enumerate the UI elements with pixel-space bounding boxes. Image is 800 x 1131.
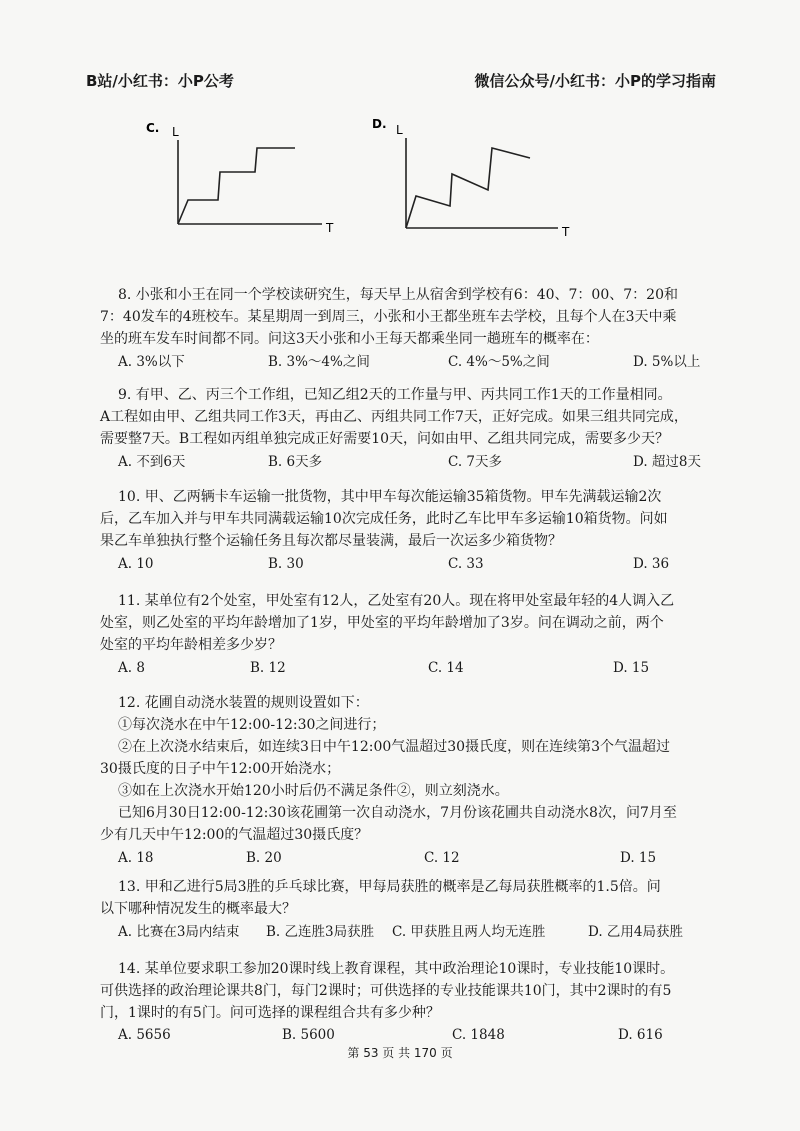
question-stem-line: A工程如由甲、乙组共同工作3天，再由乙、丙组共同工作7天，正好完成。如果三组共同完成， [100, 409, 688, 425]
question-8 [100, 284, 718, 373]
options-row [118, 657, 718, 679]
option-d[interactable]: D. 616 [618, 1027, 663, 1043]
option-a[interactable]: A. 5656 [118, 1027, 171, 1043]
question-stem-line: ②在上次浇水结束后，如连续3日中午12:00气温超过30摄氏度，则在连续第3个气温超过 [118, 739, 670, 755]
option-b[interactable]: B. 12 [250, 660, 286, 676]
question-10 [100, 486, 718, 575]
options-row [118, 921, 718, 943]
option-a[interactable]: A. 比赛在3局内结束 [118, 924, 240, 940]
options-row [118, 351, 718, 373]
graph-c-x-axis-label: T [326, 221, 334, 235]
question-stem-line: 果乙车单独执行整个运输任务且每次都尽量装满，最后一次运多少箱货物？ [100, 533, 562, 549]
graph-d-curve [406, 148, 530, 228]
graph-d-label: D. [372, 117, 387, 131]
graph-option-c [140, 112, 340, 242]
page-number-footer: 第 53 页 共 170 页 [347, 1046, 453, 1060]
question-stem-line: 少有几天中午12:00的气温超过30摄氏度？ [100, 827, 369, 843]
option-b[interactable]: B. 20 [246, 850, 282, 866]
question-stem-line: 坐的班车发车时间都不同。问这3天小张和小王每天都乘坐同一趟班车的概率在： [100, 331, 599, 347]
option-c[interactable]: C. 14 [428, 660, 464, 676]
question-stem-line: ③如在上次浇水开始120小时后仍不满足条件②，则立刻浇水。 [118, 783, 509, 799]
question-stem-line: 后，乙车加入并与甲车共同满载运输10次完成任务，此时乙车比甲车多运输10箱货物。问如 [100, 511, 668, 527]
option-a[interactable]: A. 8 [118, 660, 145, 676]
option-a[interactable]: A. 不到6天 [118, 454, 186, 470]
question-stem-line: 14. 某单位要求职工参加20课时线上教育课程，其中政治理论10课时，专业技能10课时。 [118, 961, 675, 977]
option-a[interactable]: A. 3%以下 [118, 354, 185, 370]
question-stem-line: 8. 小张和小王在同一个学校读研究生，每天早上从宿舍到学校有6：40、7：00、7：20和 [118, 287, 678, 303]
question-stem-line: 处室，则乙处室的平均年龄增加了1岁，甲处室的平均年龄增加了3岁。问在调动之前，两个 [100, 615, 664, 631]
question-12 [100, 692, 718, 869]
question-stem-line: 9. 有甲、乙、丙三个工作组，已知乙组2天的工作量与甲、丙共同工作1天的工作量相同。 [118, 387, 672, 403]
option-d[interactable]: D. 乙用4局获胜 [588, 924, 684, 940]
question-stem-line: 30摄氏度的日子中午12:00开始浇水； [100, 761, 341, 777]
option-a[interactable]: A. 10 [118, 556, 154, 572]
graph-c-label: C. [146, 121, 160, 135]
option-c[interactable]: C. 1848 [452, 1027, 505, 1043]
options-row [118, 847, 718, 869]
question-13 [100, 876, 718, 943]
option-d[interactable]: D. 15 [620, 850, 657, 866]
option-d[interactable]: D. 5%以上 [633, 354, 701, 370]
option-b[interactable]: B. 6天多 [268, 454, 323, 470]
question-11 [100, 590, 718, 679]
graph-d-y-axis-label: L [396, 123, 403, 137]
header-left: B站/小红书：小P公考 [86, 72, 234, 90]
option-c[interactable]: C. 33 [448, 556, 484, 572]
question-stem-line: 10. 甲、乙两辆卡车运输一批货物，其中甲车每次能运输35箱货物。甲车先满载运输2次 [118, 489, 662, 505]
option-c[interactable]: C. 7天多 [448, 454, 503, 470]
option-a[interactable]: A. 18 [118, 850, 154, 866]
question-stem-line: 12. 花圃自动浇水装置的规则设置如下： [118, 695, 369, 711]
graph-option-d [366, 112, 576, 242]
option-b[interactable]: B. 3%～4%之间 [268, 354, 370, 370]
header-right: 微信公众号/小红书：小P的学习指南 [474, 72, 716, 90]
option-c[interactable]: C. 12 [424, 850, 460, 866]
question-14 [100, 958, 718, 1046]
question-stem-line: 7：40发车的4班校车。某星期周一到周三，小张和小王都坐班车去学校，且每个人在3天中乘 [100, 309, 677, 325]
question-stem-line: 13. 甲和乙进行5局3胜的乒乓球比赛，甲每局获胜的概率是乙每局获胜概率的1.5倍。问 [118, 879, 661, 895]
question-9 [100, 384, 718, 473]
graph-d-x-axis-label: T [562, 225, 570, 239]
graph-c-curve [178, 148, 295, 224]
option-d[interactable]: D. 超过8天 [633, 454, 702, 470]
question-stem-line: 需要整7天。B工程如丙组单独完成正好需要10天，问如由甲、乙组共同完成，需要多少天？ [100, 431, 670, 447]
question-stem-line: 处室的平均年龄相差多少岁？ [100, 637, 282, 653]
options-row [118, 451, 718, 473]
options-row [118, 1024, 718, 1046]
options-row [118, 553, 718, 575]
question-stem-line: 可供选择的政治理论课共8门，每门2课时；可供选择的专业技能课共10门，其中2课时的有5 [100, 983, 672, 999]
option-b[interactable]: B. 30 [268, 556, 304, 572]
option-c[interactable]: C. 4%～5%之间 [448, 354, 550, 370]
graph-c-y-axis-label: L [172, 125, 179, 139]
option-d[interactable]: D. 15 [613, 660, 650, 676]
option-d[interactable]: D. 36 [633, 556, 670, 572]
option-b[interactable]: B. 5600 [282, 1027, 335, 1043]
option-c[interactable]: C. 甲获胜且两人均无连胜 [392, 924, 546, 940]
question-stem-line: 门，1课时的有5门。问可选择的课程组合共有多少种？ [100, 1005, 440, 1021]
option-b[interactable]: B. 乙连胜3局获胜 [266, 924, 375, 940]
question-stem-line: 11. 某单位有2个处室，甲处室有12人，乙处室有20人。现在将甲处室最年轻的4人调入乙 [118, 593, 675, 609]
question-stem-line: 以下哪种情况发生的概率最大？ [100, 901, 296, 917]
question-stem-line: ①每次浇水在中午12:00-12:30之间进行； [118, 717, 386, 733]
question-stem-line: 已知6月30日12:00-12:30该花圃第一次自动浇水，7月份该花圃共自动浇水8次，问7月至 [118, 805, 677, 821]
